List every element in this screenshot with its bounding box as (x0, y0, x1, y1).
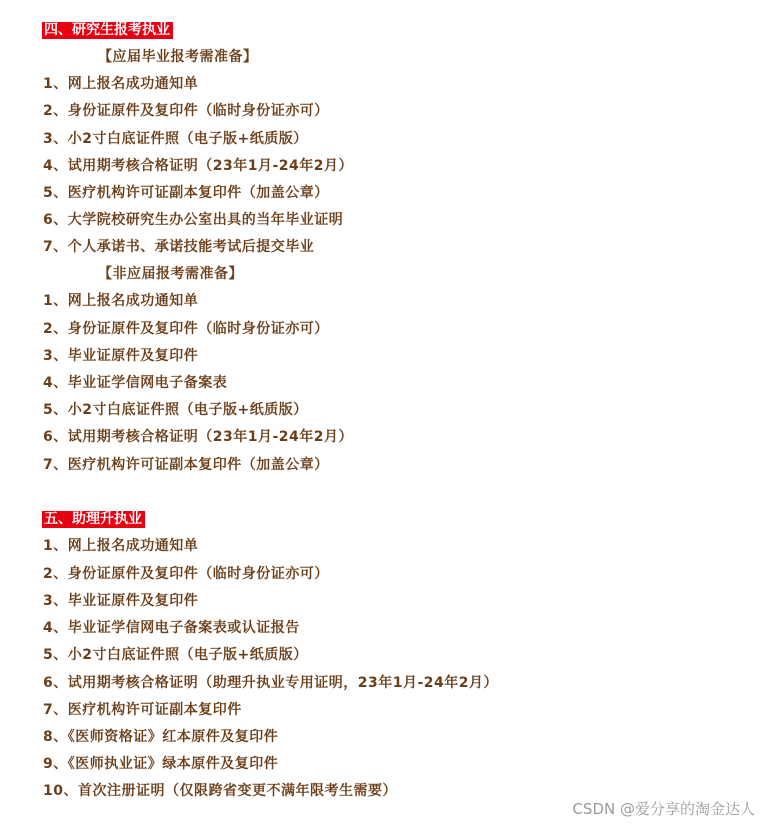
list-item: 5、医疗机构许可证副本复印件（加盖公章） (43, 185, 329, 201)
list-item: 8、《医师资格证》红本原件及复印件 (43, 729, 279, 745)
subhead-non-fresh-graduate: 【非应届报考需准备】 (98, 266, 243, 282)
list-item: 7、医疗机构许可证副本复印件 (43, 702, 242, 718)
list-item: 1、网上报名成功通知单 (43, 538, 199, 554)
list-item: 3、毕业证原件及复印件 (43, 348, 199, 364)
list-item: 6、试用期考核合格证明（助理升执业专用证明，23年1月-24年2月） (43, 675, 498, 691)
list-item: 1、网上报名成功通知单 (43, 293, 199, 309)
list-item: 4、试用期考核合格证明（23年1月-24年2月） (43, 158, 353, 174)
subhead-fresh-graduate: 【应届毕业报考需准备】 (98, 49, 258, 65)
list-item: 1、网上报名成功通知单 (43, 76, 199, 92)
list-item: 5、小2寸白底证件照（电子版+纸质版） (43, 402, 308, 418)
list-item: 4、毕业证学信网电子备案表或认证报告 (43, 620, 300, 636)
list-item: 7、医疗机构许可证副本复印件（加盖公章） (43, 457, 329, 473)
list-item: 5、小2寸白底证件照（电子版+纸质版） (43, 647, 308, 663)
list-item: 3、小2寸白底证件照（电子版+纸质版） (43, 131, 308, 147)
csdn-watermark: CSDN @爱分享的淘金达人 (572, 800, 755, 818)
list-item: 2、身份证原件及复印件（临时身份证亦可） (43, 566, 329, 582)
list-item: 7、个人承诺书、承诺技能考试后提交毕业 (43, 239, 315, 255)
section-heading-graduate: 四、研究生报考执业 (42, 22, 173, 39)
list-item: 4、毕业证学信网电子备案表 (43, 375, 228, 391)
list-item: 6、试用期考核合格证明（23年1月-24年2月） (43, 429, 353, 445)
list-item: 9、《医师执业证》绿本原件及复印件 (43, 756, 279, 772)
list-item: 6、大学院校研究生办公室出具的当年毕业证明 (43, 212, 344, 228)
list-item: 10、首次注册证明（仅限跨省变更不满年限考生需要） (43, 783, 397, 799)
list-item: 2、身份证原件及复印件（临时身份证亦可） (43, 103, 329, 119)
list-item: 2、身份证原件及复印件（临时身份证亦可） (43, 321, 329, 337)
list-item: 3、毕业证原件及复印件 (43, 593, 199, 609)
section-heading-assistant-upgrade: 五、助理升执业 (42, 511, 145, 528)
